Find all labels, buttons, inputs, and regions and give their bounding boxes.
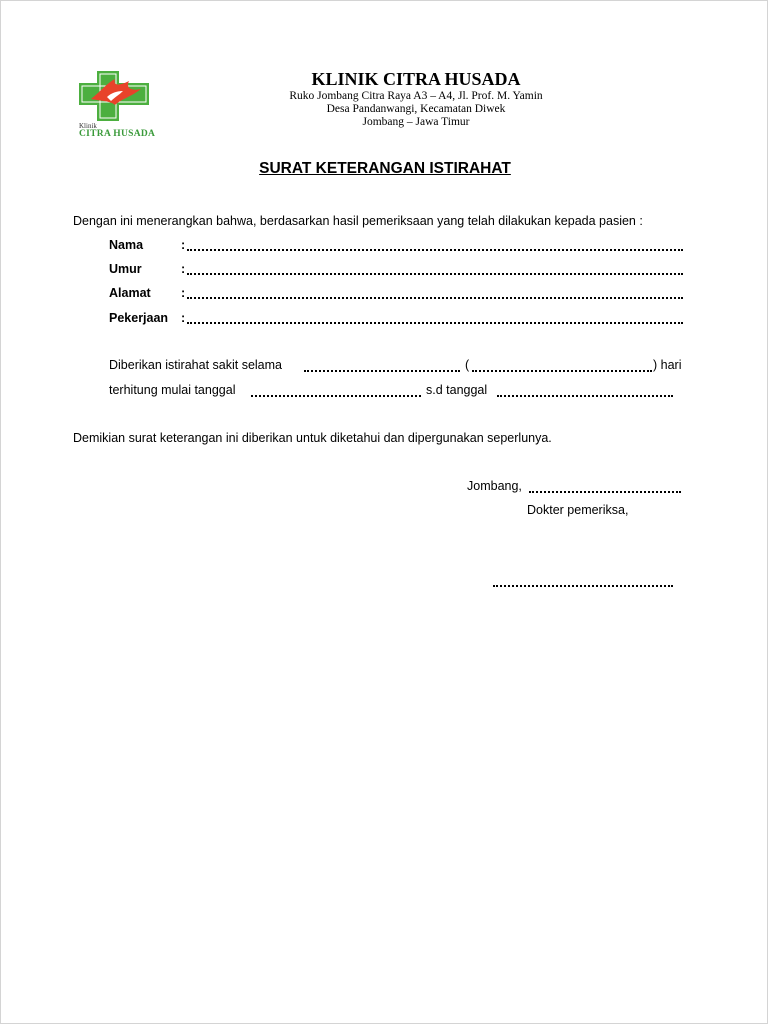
- rest-duration-fill-line[interactable]: [304, 364, 460, 372]
- document-title: SURAT KETERANGAN ISTIRAHAT: [259, 160, 511, 177]
- closing-statement: Demikian surat keterangan ini diberikan untuk diketahui dan dipergunakan seperlunya.: [73, 431, 552, 445]
- address-line-1: Ruko Jombang Citra Raya A3 – A4, Jl. Prof. M. Yamin: [289, 90, 543, 102]
- paren-open: (: [465, 358, 470, 372]
- rest-duration-words-fill-line[interactable]: [472, 364, 652, 372]
- field-fill-line-alamat[interactable]: [187, 289, 683, 299]
- paren-close-hari: ) hari: [653, 358, 682, 372]
- field-colon: :: [181, 262, 186, 276]
- end-date-fill-line[interactable]: [497, 389, 673, 397]
- address-line-3: Jombang – Jawa Timur: [362, 116, 470, 128]
- field-colon: :: [181, 238, 186, 252]
- counted-from-label: terhitung mulai tanggal: [109, 383, 236, 397]
- field-colon: :: [181, 286, 186, 300]
- field-fill-line-nama[interactable]: [187, 241, 683, 251]
- clinic-name: KLINIK CITRA HUSADA: [311, 69, 521, 89]
- signature-fill-line[interactable]: [493, 579, 673, 587]
- field-label-umur: Umur: [109, 262, 142, 276]
- field-label-alamat: Alamat: [109, 286, 151, 300]
- date-fill-line[interactable]: [529, 485, 681, 493]
- examiner-label: Dokter pemeriksa,: [527, 503, 629, 517]
- medical-cross-icon: [77, 69, 169, 121]
- field-label-pekerjaan: Pekerjaan: [109, 311, 169, 325]
- address-line-2: Desa Pandanwangi, Kecamatan Diwek: [326, 103, 506, 115]
- logo-name-text: CITRA HUSADA: [79, 129, 156, 139]
- field-label-nama: Nama: [109, 238, 144, 252]
- field-fill-line-pekerjaan[interactable]: [187, 314, 683, 324]
- until-label: s.d tanggal: [426, 383, 488, 397]
- intro-text: Dengan ini menerangkan bahwa, berdasarkan hasil pemeriksaan yang telah dilakukan kepada pasien :: [73, 214, 643, 228]
- city-label: Jombang,: [467, 479, 522, 493]
- field-fill-line-umur[interactable]: [187, 265, 683, 275]
- start-date-fill-line[interactable]: [251, 389, 421, 397]
- field-colon: :: [181, 311, 186, 325]
- rest-duration-label: Diberikan istirahat sakit selama: [109, 358, 282, 372]
- logo-small-text: Klinik: [79, 122, 97, 130]
